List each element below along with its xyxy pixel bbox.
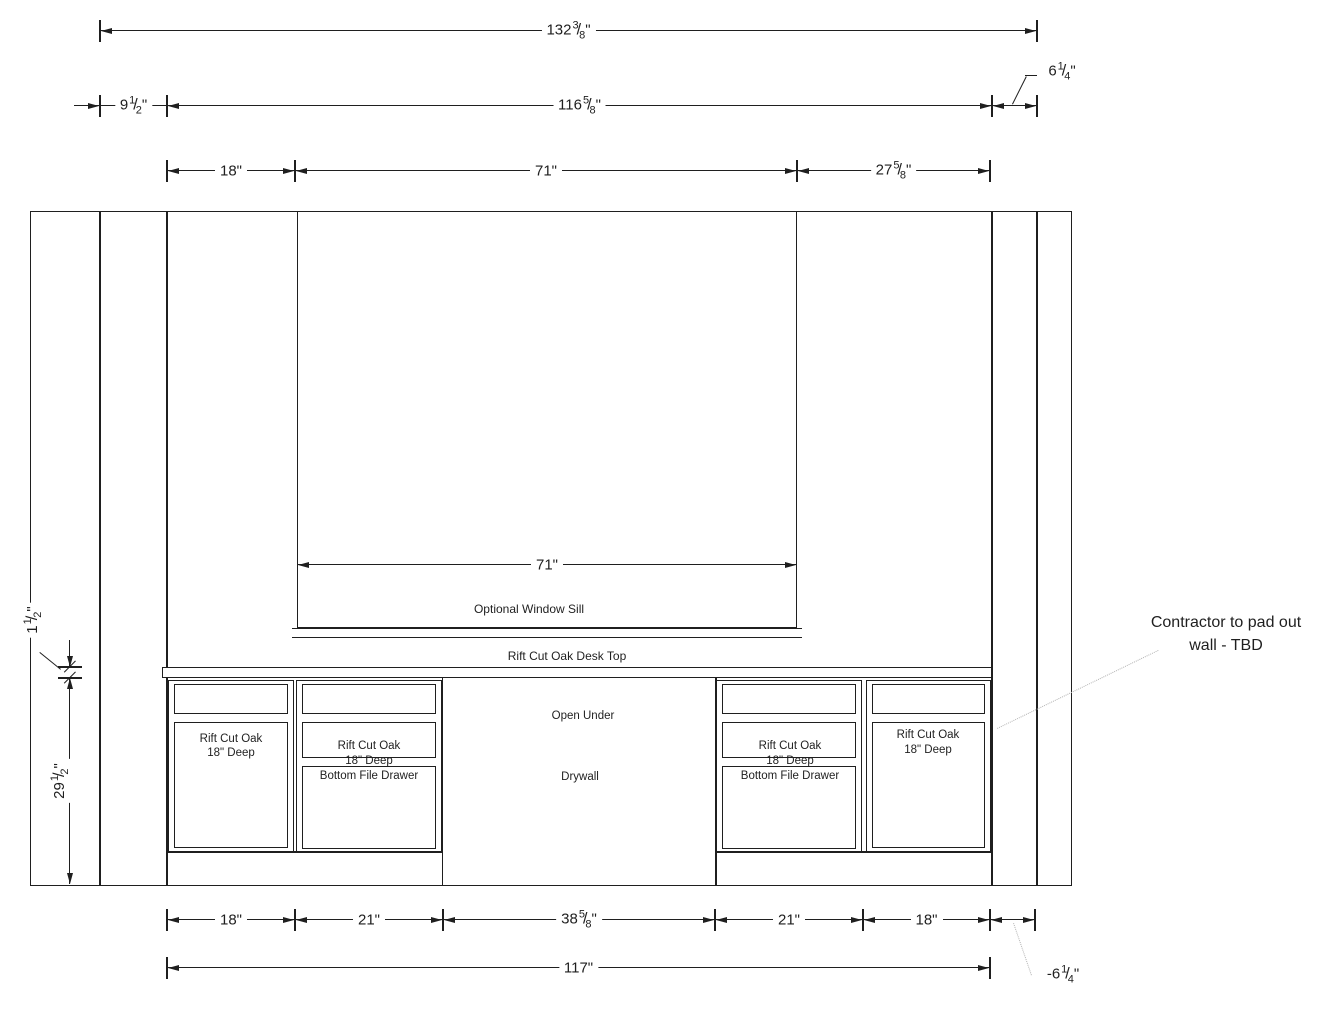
cabinet-right-21-material: Rift Cut Oak xyxy=(758,740,822,752)
dim-arrow xyxy=(785,168,796,174)
cabinet-right-21-top-drawer xyxy=(722,684,856,714)
dim-tick xyxy=(1036,95,1037,117)
dim-arrow xyxy=(993,103,1004,109)
dim-tick xyxy=(1036,20,1037,42)
dim-arrow-up xyxy=(67,678,73,689)
dim-arrow xyxy=(980,103,991,109)
wall-line-right-return xyxy=(991,211,992,886)
dim-label: 21" xyxy=(773,910,805,929)
cabinet-right-18-top-drawer xyxy=(872,684,985,714)
dim-arrow xyxy=(978,168,989,174)
dim-label: 18" xyxy=(215,910,247,929)
dim-arrow xyxy=(298,562,309,568)
open-side-panel-left xyxy=(442,678,443,886)
dim-arrow xyxy=(101,28,112,34)
dim-label-pad-top: $6^1/_4$" xyxy=(1043,60,1080,85)
dim-arrow xyxy=(283,168,294,174)
wall-line-left-outer xyxy=(99,211,100,886)
drywall-label: Drywall xyxy=(561,771,599,783)
toe-kick-line-left xyxy=(167,851,442,852)
dim-label: 71" xyxy=(531,555,563,574)
dim-arrow xyxy=(978,917,989,923)
cabinet-left-21-depth: 18" Deep xyxy=(345,755,393,767)
dim-arrow xyxy=(1025,103,1036,109)
dim-label: 117" xyxy=(559,958,598,977)
dim-label: 21" xyxy=(353,910,385,929)
cabinet-right-18-depth: 18" Deep xyxy=(904,744,952,756)
dim-tick xyxy=(989,957,990,979)
dim-arrow xyxy=(1023,917,1034,923)
cabinet-left-18-depth: 18" Deep xyxy=(207,747,255,759)
leader-pad-top xyxy=(1012,76,1027,104)
leader-pad-bottom xyxy=(1013,923,1032,975)
cabinet-right-18-material: Rift Cut Oak xyxy=(896,729,960,741)
dim-label: 18" xyxy=(215,161,247,180)
dim-arrow xyxy=(978,965,989,971)
cabinet-left-18-top-drawer xyxy=(174,684,288,714)
dim-label: $27^5/_8$" xyxy=(871,159,917,184)
desk-top-label: Rift Cut Oak Desk Top xyxy=(505,649,630,663)
window-sill-label: Optional Window Sill xyxy=(471,602,587,616)
dim-arrow-down xyxy=(67,873,73,884)
dim-arrow xyxy=(283,917,294,923)
cabinet-right-21-depth: 18" Deep xyxy=(766,755,814,767)
dim-tick xyxy=(99,95,100,117)
dim-arrow xyxy=(798,168,809,174)
dim-arrow xyxy=(168,965,179,971)
dim-arrow xyxy=(991,917,1002,923)
dim-label-desk-height: $29^1/_2$" xyxy=(49,759,71,803)
dim-arrow xyxy=(168,168,179,174)
dim-arrow xyxy=(716,917,727,923)
cabinet-left-21-top-drawer xyxy=(302,684,436,714)
dim-tick xyxy=(1034,909,1035,931)
annotation-line2: wall - TBD xyxy=(1189,637,1263,654)
cabinet-left-21-material: Rift Cut Oak xyxy=(337,740,401,752)
dim-arrow xyxy=(1025,28,1036,34)
dim-label: 18" xyxy=(910,910,942,929)
cabinet-left-18-material: Rift Cut Oak xyxy=(199,733,263,745)
desk-top xyxy=(162,667,992,678)
dim-arrow xyxy=(785,562,796,568)
wall-line-right-pad xyxy=(1036,211,1037,886)
window-sill xyxy=(292,628,802,638)
dim-arrow xyxy=(168,103,179,109)
leader-pad-top-stub xyxy=(1025,75,1037,76)
cabinet-left-21-drawer-label: Bottom File Drawer xyxy=(319,770,419,782)
dim-label-pad-bottom: $-6^1/_4$" xyxy=(1046,963,1080,986)
open-under-label: Open Under xyxy=(551,710,615,722)
dim-arrow xyxy=(703,917,714,923)
dim-label: $9^1/_2$" xyxy=(115,94,152,119)
dim-label: 71" xyxy=(530,161,562,180)
dim-label-desk-thickness: $1^1/_2$" xyxy=(22,602,44,637)
dim-arrow xyxy=(444,917,455,923)
toe-kick-line-right xyxy=(716,851,991,852)
dim-label: $116^5/_8$" xyxy=(553,94,606,119)
dim-arrow xyxy=(296,168,307,174)
dim-arrow xyxy=(431,917,442,923)
dim-arrow xyxy=(864,917,875,923)
annotation-pad-wall xyxy=(1128,611,1324,657)
dim-arrow xyxy=(296,917,307,923)
annotation-line1: Contractor to pad out xyxy=(1150,614,1302,631)
dim-tick xyxy=(989,160,990,182)
cabinet-right-21-drawer-label: Bottom File Drawer xyxy=(740,770,840,782)
dim-arrow xyxy=(851,917,862,923)
dim-arrow xyxy=(88,103,99,109)
dim-arrow xyxy=(168,917,179,923)
dim-label: $132^3/_8$" xyxy=(541,19,595,44)
dim-label: $38^5/_8$" xyxy=(556,908,602,933)
